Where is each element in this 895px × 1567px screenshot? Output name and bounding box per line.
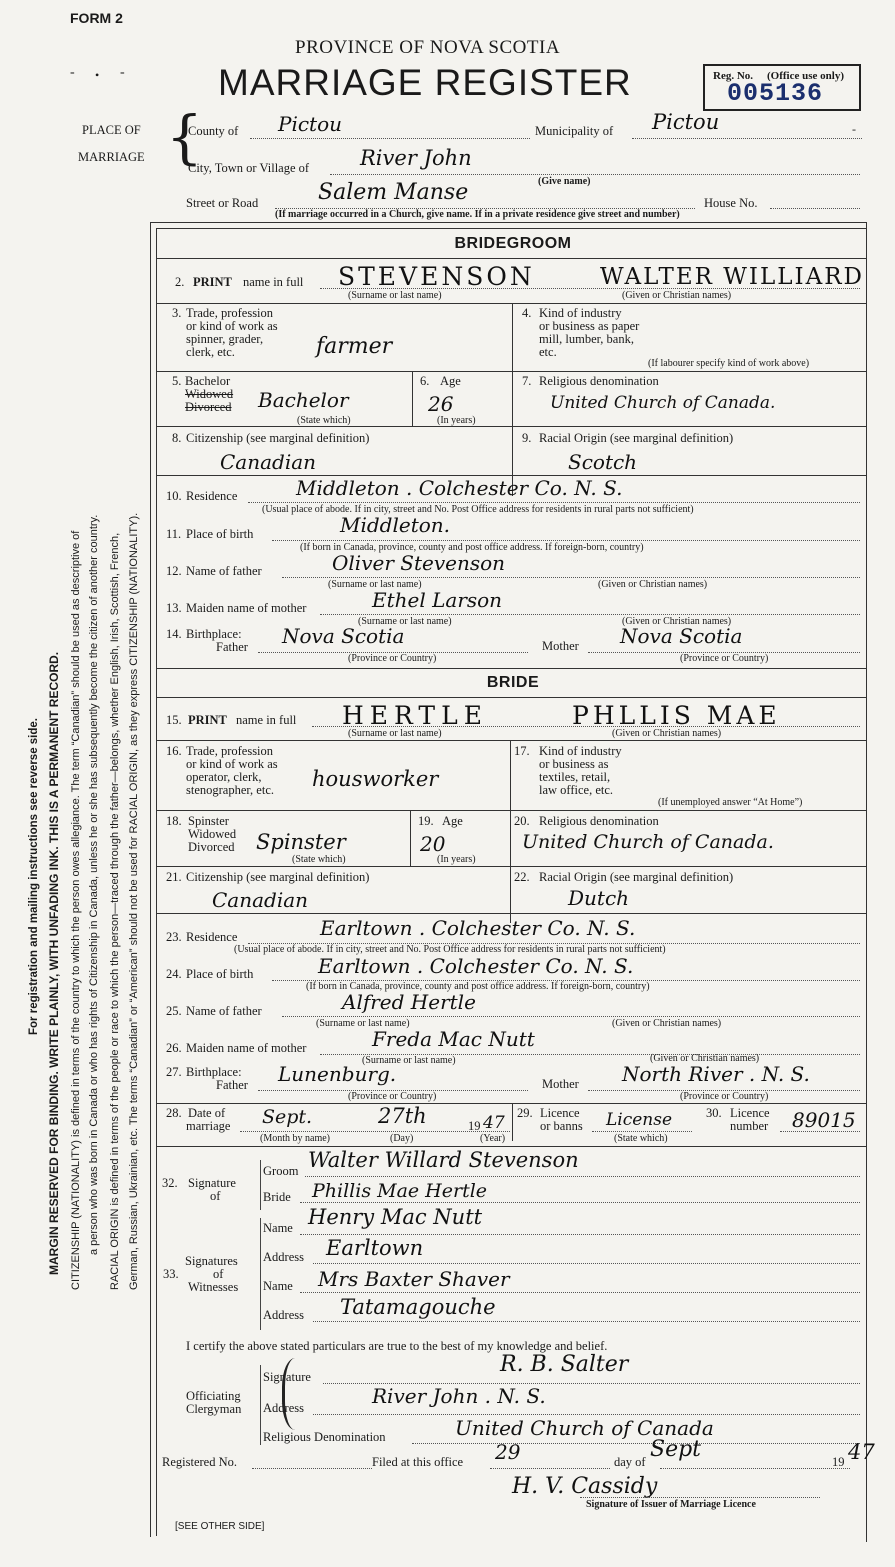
form-number: FORM 2 [70, 10, 123, 26]
licence-number-label: number [730, 1119, 769, 1133]
margin-note: For registration and mailing instructions see reverse side. [28, 718, 40, 1035]
frame-left-edge [150, 222, 151, 1537]
item-number: 2. [175, 275, 185, 289]
bride-heading: BRIDE [486, 674, 540, 691]
birthplace-label: Place of birth [186, 967, 254, 981]
groom-age: 26 [428, 392, 454, 416]
licence-number-label: Licence [730, 1106, 770, 1120]
print-label: PRINT [193, 275, 232, 289]
status-option: Spinster [188, 814, 229, 828]
trade-label-line: Trade, profession [186, 306, 274, 320]
item-number: 32. [162, 1176, 178, 1190]
groom-signature: Walter Willard Stevenson [308, 1148, 579, 1172]
status-option: Widowed [188, 827, 237, 841]
margin-tick: - [120, 65, 125, 80]
item-number: 28. [166, 1106, 182, 1120]
mother-maiden-label: Maiden name of mother [186, 1041, 307, 1055]
residence-label: Residence [186, 489, 238, 503]
father-birth-label: Father [216, 1078, 248, 1092]
industry-label-line: or business as paper [539, 319, 640, 333]
groom-father-birthplace: Nova Scotia [282, 624, 405, 648]
bride-age: 20 [420, 832, 446, 856]
industry-label-line: etc. [539, 345, 557, 359]
groom-father-name: Oliver Stevenson [332, 551, 506, 575]
citizenship-label: Citizenship (see marginal definition) [186, 870, 370, 884]
bride-mother-birthplace: North River . N. S. [622, 1062, 810, 1086]
item-number: 8. [172, 431, 182, 445]
birth-caption: (If born in Canada, province, county and post office address. If foreign-born, country) [300, 542, 644, 553]
item-number: 5. [172, 374, 182, 388]
racial-origin-label: Racial Origin (see marginal definition) [539, 870, 734, 884]
item-number: 33. [163, 1267, 179, 1281]
trade-label-line: Trade, profession [186, 744, 274, 758]
clergy-denomination-label: Religious Denomination [263, 1430, 386, 1444]
municipality-label: Municipality of [535, 124, 614, 138]
give-name-caption: (Give name) [538, 176, 591, 187]
name-in-full-label: name in full [236, 713, 297, 727]
clergy-address: River John . N. S. [372, 1384, 546, 1408]
groom-racial-origin: Scotch [568, 450, 638, 474]
industry-label-line: law office, etc. [539, 783, 614, 797]
marriage-month: Sept. [262, 1106, 313, 1128]
province-caption: (Province or Country) [348, 653, 437, 664]
groom-status: Bachelor [258, 388, 349, 412]
filed-year: 47 [848, 1440, 875, 1464]
surname-caption: (Surname or last name) [328, 579, 422, 590]
item-number: 26. [166, 1041, 182, 1055]
state-which-caption: (State which) [614, 1133, 668, 1144]
page-title: MARRIAGE REGISTER [218, 62, 632, 103]
place-note: (If marriage occurred in a Church, give name. If in a private residence give street and number) [275, 209, 680, 220]
county-label: County of [188, 124, 239, 138]
marriage-year: 47 [483, 1113, 505, 1133]
bride-status: Spinster [256, 830, 346, 854]
birth-caption: (If born in Canada, province, county and post office address. If foreign-born, country) [306, 981, 650, 992]
racial-definition: German, Russian, Ukrainian, etc. The terms “Canadian” or “American” should not be used for RACIAL ORIGIN, as they express CITIZENSHIP (NATIONALITY). [128, 512, 140, 1290]
father-label: Name of father [186, 1004, 262, 1018]
given-caption: (Given or Christian names) [622, 290, 732, 301]
see-other-side: [SEE OTHER SIDE] [175, 1521, 265, 1532]
item-number: 18. [166, 814, 182, 828]
birthplace-parents-label: Birthplace: [186, 627, 242, 641]
age-label: Age [442, 814, 463, 828]
clergy-flourish [282, 1358, 315, 1430]
citizenship-definition: CITIZENSHIP (NATIONALITY) is defined in terms of the country to which the person owes allegiance. The term “Canadian” should be used as descriptive of [70, 530, 82, 1290]
year-caption: (Year) [480, 1133, 506, 1144]
labourer-note: (If labourer specify kind of work above) [648, 358, 810, 369]
clergy-signature-label: Signature [263, 1370, 311, 1384]
witness-name-label: Name [263, 1279, 293, 1293]
witness-address-label: Address [263, 1308, 304, 1322]
registration-box [703, 64, 861, 111]
item-number: 27. [166, 1065, 182, 1079]
groom-given-names: WALTER WILLIARD [600, 264, 864, 290]
year-prefix: 19 [468, 1119, 481, 1133]
racial-origin-label: Racial Origin (see marginal definition) [539, 431, 734, 445]
year-prefix: 19 [832, 1455, 845, 1469]
signature-label: Signature [188, 1176, 236, 1190]
item-number: 10. [166, 489, 182, 503]
groom-surname: STEVENSON [338, 262, 535, 291]
filed-month: Sept [650, 1437, 702, 1462]
industry-label-line: textiles, retail, [539, 770, 611, 784]
industry-label-line: Kind of industry [539, 744, 622, 758]
margin-tick: - [852, 122, 856, 136]
bride-citizenship: Canadian [212, 888, 309, 912]
witness-label: Signatures [185, 1254, 238, 1268]
reg-office-note: (Office use only) [767, 70, 844, 82]
mother-maiden-label: Maiden name of mother [186, 601, 307, 615]
witness2-address: Tatamagouche [340, 1295, 496, 1319]
brace: { [166, 103, 203, 171]
status-option: Divorced [188, 840, 235, 854]
province-caption: (Province or Country) [680, 653, 769, 664]
clergy-label: Officiating [186, 1389, 241, 1403]
bride-signature: Phillis Mae Hertle [312, 1180, 488, 1202]
issuer-signature: H. V. Cassidy [512, 1474, 658, 1499]
licence-label: Licence [540, 1106, 580, 1120]
citizenship-label: Citizenship (see marginal definition) [186, 431, 370, 445]
mother-birth-label: Mother [542, 1077, 579, 1091]
state-which-caption: (State which) [297, 415, 351, 426]
street-label: Street or Road [186, 196, 259, 210]
witness-label: of [213, 1267, 224, 1281]
reg-label: Reg. No. [713, 70, 754, 82]
item-number: 16. [166, 744, 182, 758]
licence-type: License [606, 1110, 673, 1130]
years-caption: (In years) [437, 415, 476, 426]
bride-trade: housworker [312, 767, 439, 791]
house-label: House No. [704, 196, 758, 210]
trade-label-line: stenographer, etc. [186, 783, 275, 797]
trade-label-line: operator, clerk, [186, 770, 262, 784]
groom-citizenship: Canadian [220, 450, 317, 474]
city-label: City, Town or Village of [188, 161, 310, 175]
filed-day: 29 [495, 1440, 521, 1464]
issuer-caption: Signature of Issuer of Marriage Licence [586, 1499, 756, 1510]
status-option: Widowed [185, 387, 234, 401]
item-number: 9. [522, 431, 532, 445]
clergy-denomination: United Church of Canada [455, 1416, 714, 1440]
date-label: Date of [188, 1106, 226, 1120]
province-caption: (Province or Country) [680, 1091, 769, 1102]
witness1-name: Henry Mac Nutt [308, 1205, 483, 1229]
county-value: Pictou [278, 112, 343, 136]
bride-birthplace: Earltown . Colchester Co. N. S. [318, 954, 634, 978]
street-value: Salem Manse [318, 180, 469, 205]
groom-mother-birthplace: Nova Scotia [620, 624, 743, 648]
state-which-caption: (State which) [292, 854, 346, 865]
filed-label: Filed at this office [372, 1455, 464, 1469]
province-caption: (Province or Country) [348, 1091, 437, 1102]
place-side-label: PLACE OF [82, 123, 141, 137]
bride-father-birthplace: Lunenburg. [278, 1062, 397, 1086]
date-label: marriage [186, 1119, 231, 1133]
item-number: 12. [166, 564, 182, 578]
trade-label-line: clerk, etc. [186, 345, 235, 359]
given-caption: (Given or Christian names) [650, 1053, 760, 1064]
religion-label: Religious denomination [539, 814, 659, 828]
day-of-label: day of [614, 1455, 646, 1469]
name-in-full-label: name in full [243, 275, 304, 289]
trade-label-line: spinner, grader, [186, 332, 264, 346]
item-number: 7. [522, 374, 532, 388]
bride-given-names: PHLLIS MAE [572, 701, 781, 730]
item-number: 21. [166, 870, 182, 884]
age-label: Age [440, 374, 461, 388]
city-value: River John [360, 146, 472, 170]
licence-number: 89015 [792, 1108, 856, 1132]
unemployed-note: (If unemployed answer “At Home”) [658, 797, 803, 808]
given-caption: (Given or Christian names) [612, 728, 722, 739]
item-number: 6. [420, 374, 430, 388]
witness1-address: Earltown [326, 1236, 424, 1260]
status-option: Bachelor [185, 374, 231, 388]
reg-number: 005136 [727, 79, 824, 108]
bride-racial-origin: Dutch [568, 886, 630, 910]
trade-label-line: or kind of work as [186, 319, 278, 333]
bride-surname: HERTLE [342, 701, 488, 730]
margin-tick: - [70, 65, 75, 80]
groom-religion: United Church of Canada. [550, 393, 776, 413]
given-caption: (Given or Christian names) [598, 579, 708, 590]
trade-label-line: or kind of work as [186, 757, 278, 771]
years-caption: (In years) [437, 854, 476, 865]
groom-sig-label: Groom [263, 1164, 299, 1178]
status-option: Divorced [185, 400, 232, 414]
witness-address-label: Address [263, 1250, 304, 1264]
item-number: 15. [166, 713, 182, 727]
day-caption: (Day) [390, 1133, 414, 1144]
groom-trade: farmer [316, 334, 393, 359]
groom-residence: Middleton . Colchester Co. N. S. [296, 476, 623, 500]
item-number: 25. [166, 1004, 182, 1018]
surname-caption: (Surname or last name) [362, 1055, 456, 1066]
industry-label-line: or business as [539, 757, 609, 771]
surname-caption: (Surname or last name) [348, 290, 442, 301]
margin-warning: MARGIN RESERVED FOR BINDING. WRITE PLAINLY, WITH UNFADING INK. THIS IS A PERMANENT RECORD. [47, 651, 61, 1275]
item-number: 3. [172, 306, 182, 320]
residence-label: Residence [186, 930, 238, 944]
frame-right-edge [866, 222, 867, 1542]
surname-caption: (Surname or last name) [348, 728, 442, 739]
registered-no-label: Registered No. [162, 1455, 237, 1469]
mother-birth-label: Mother [542, 639, 579, 653]
groom-birthplace: Middleton. [340, 513, 451, 537]
witness-label: Witnesses [188, 1280, 239, 1294]
clergy-signature: R. B. Salter [500, 1352, 629, 1377]
certification-text: I certify the above stated particulars are true to the best of my knowledge and belief. [186, 1339, 608, 1353]
witness2-name: Mrs Baxter Shaver [318, 1267, 510, 1291]
industry-label-line: Kind of industry [539, 306, 622, 320]
item-number: 22. [514, 870, 530, 884]
witness-name-label: Name [263, 1221, 293, 1235]
item-number: 30. [706, 1106, 722, 1120]
racial-definition: RACIAL ORIGIN is defined in terms of the people or race to which the person—traced through the father—belongs, whether English, Irish, Scottish, French, [109, 532, 121, 1290]
margin-tick: • [95, 68, 100, 82]
marriage-day: 27th [378, 1104, 427, 1128]
province-heading: PROVINCE OF NOVA SCOTIA [295, 37, 561, 58]
licence-label: or banns [540, 1119, 583, 1133]
clergy-address-label: Address [263, 1401, 304, 1415]
bride-mother-name: Freda Mac Nutt [372, 1027, 535, 1051]
religion-label: Religious denomination [539, 374, 659, 388]
item-number: 24. [166, 967, 182, 981]
surname-caption: (Surname or last name) [358, 616, 452, 627]
item-number: 11. [166, 527, 182, 541]
bridegroom-heading: BRIDEGROOM [454, 235, 572, 252]
item-number: 14. [166, 627, 182, 641]
item-number: 17. [514, 744, 530, 758]
father-label: Name of father [186, 564, 262, 578]
birthplace-label: Place of birth [186, 527, 254, 541]
print-label: PRINT [188, 713, 227, 727]
bride-residence: Earltown . Colchester Co. N. S. [320, 916, 636, 940]
father-birth-label: Father [216, 640, 248, 654]
given-caption: (Given or Christian names) [622, 616, 732, 627]
item-number: 13. [166, 601, 182, 615]
citizenship-definition: a person who was born in Canada or who has rights of Citizenship in Canada, unless he or she has subsequently become the citizen of another country. [88, 514, 100, 1255]
given-caption: (Given or Christian names) [612, 1018, 722, 1029]
item-number: 4. [522, 306, 532, 320]
industry-label-line: mill, lumber, bank, [539, 332, 634, 346]
bride-father-name: Alfred Hertle [342, 990, 476, 1014]
month-caption: (Month by name) [260, 1133, 330, 1144]
groom-mother-name: Ethel Larson [372, 588, 503, 612]
place-side-label: MARRIAGE [78, 150, 145, 164]
residence-caption: (Usual place of abode. If in city, street and No. Post Office address for residents in rural parts not sufficient) [262, 504, 694, 515]
item-number: 23. [166, 930, 182, 944]
surname-caption: (Surname or last name) [316, 1018, 410, 1029]
item-number: 19. [418, 814, 434, 828]
residence-caption: (Usual place of abode. If in city, street and No. Post Office address for residents in rural parts not sufficient) [234, 944, 666, 955]
item-number: 29. [517, 1106, 533, 1120]
bride-sig-label: Bride [263, 1190, 291, 1204]
item-number: 20. [514, 814, 530, 828]
signature-label: of [210, 1189, 221, 1203]
birthplace-parents-label: Birthplace: [186, 1065, 242, 1079]
bride-religion: United Church of Canada. [522, 831, 774, 853]
clergy-label: Clergyman [186, 1402, 242, 1416]
municipality-value: Pictou [652, 110, 720, 134]
